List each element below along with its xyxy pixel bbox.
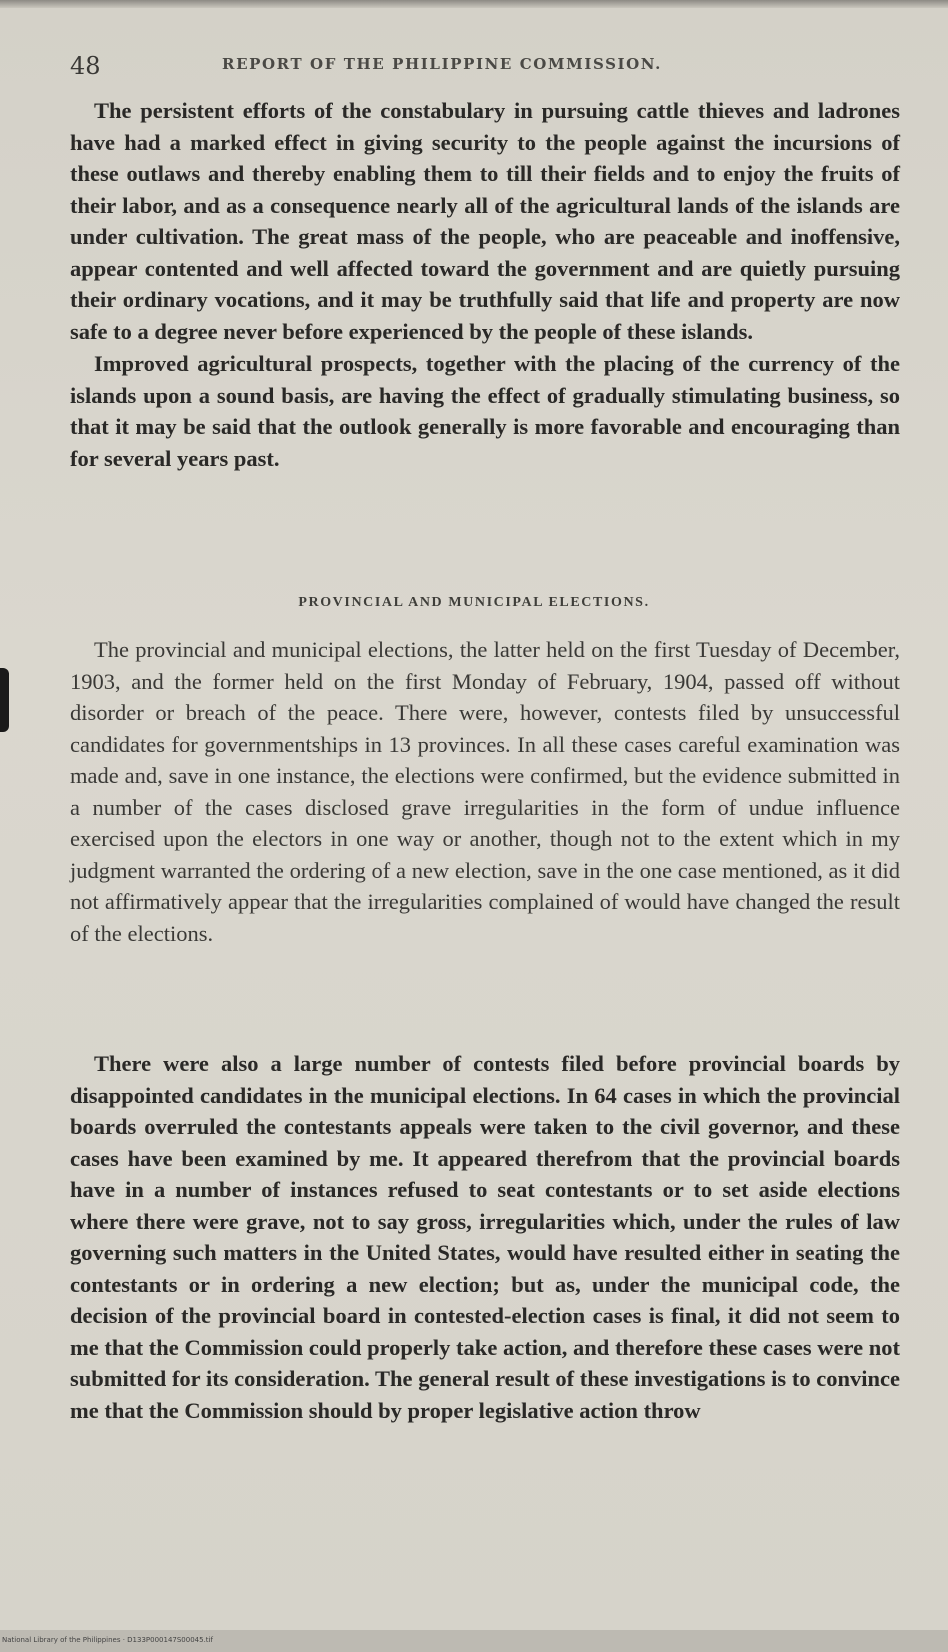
running-head: REPORT OF THE PHILIPPINE COMMISSION. — [222, 55, 662, 73]
paragraph-agricultural-prospects: Improved agricultural prospects, together with the placing of the currency of the islands upon a sound basis, are having the effect of gradually stimulating business, so that it may be said that the outlook generally is more favorable and encouraging than for several years past. — [70, 351, 900, 471]
body-text-section-2 — [70, 634, 900, 949]
paragraph-constabulary: The persistent efforts of the constabulary in pursuing cattle thieves and ladrones have had a marked effect in giving security to the people against the incursions of these outlaws and thereby enabling them to till their fields and to enjoy the fruits of their labor, and as a consequence nearly all of the agricultural lands of the islands are under cultivation. The great mass of the people, who are peaceable and inoffensive, appear contented and well affected toward the government and are quietly pursuing their ordinary vocations, and it may be truthfully said that life and property are now safe to a degree never before experienced by the people of these islands. — [70, 98, 900, 344]
page-number: 48 — [70, 52, 101, 80]
body-text-section-1 — [70, 95, 900, 474]
paragraph-elections: The provincial and municipal elections, the latter held on the first Tuesday of December, 1903, and the former held on the first Monday of February, 1904, passed off without disorder or breach of the peace. There were, however, contests filed by unsuccessful candidates for governmentships in 13 provinces. In all these cases careful examination was made and, save in one instance, the elections were confirmed, but the evidence submitted in a number of the cases disclosed grave irregularities in the form of undue influence exercised upon the electors in one way or another, though not to the extent which in my judgment warranted the ordering of a new election, save in the one case mentioned, as it did not affirmatively appear that the irregularities complained of would have changed the result of the elections. — [70, 637, 900, 946]
binding-shadow — [0, 668, 9, 732]
body-text-section-3 — [70, 1048, 900, 1426]
scan-footer-note: National Library of the Philippines · D133P000147S00045.tif — [2, 1636, 213, 1644]
paragraph-contests: There were also a large number of contests filed before provincial boards by disappointed candidates in the municipal elections. In 64 cases in which the provincial boards overruled the contestants appeals were taken to the civil governor, and these cases have been examined by me. It appeared therefrom that the provincial boards have in a number of instances refused to seat contestants or to set aside elections where there were grave, not to say gross, irregularities which, under the rules of law governing such matters in the United States, would have resulted either in seating the contestants or in ordering a new election; but as, under the municipal code, the decision of the provincial board in contested-election cases is final, it did not seem to me that the Commission could properly take action, and therefore these cases were not submitted for its consideration. The general result of these investigations is to convince me that the Commission should by proper legislative action throw — [70, 1051, 900, 1423]
section-heading: PROVINCIAL AND MUNICIPAL ELECTIONS. — [298, 595, 650, 610]
page-top-edge — [0, 0, 948, 8]
